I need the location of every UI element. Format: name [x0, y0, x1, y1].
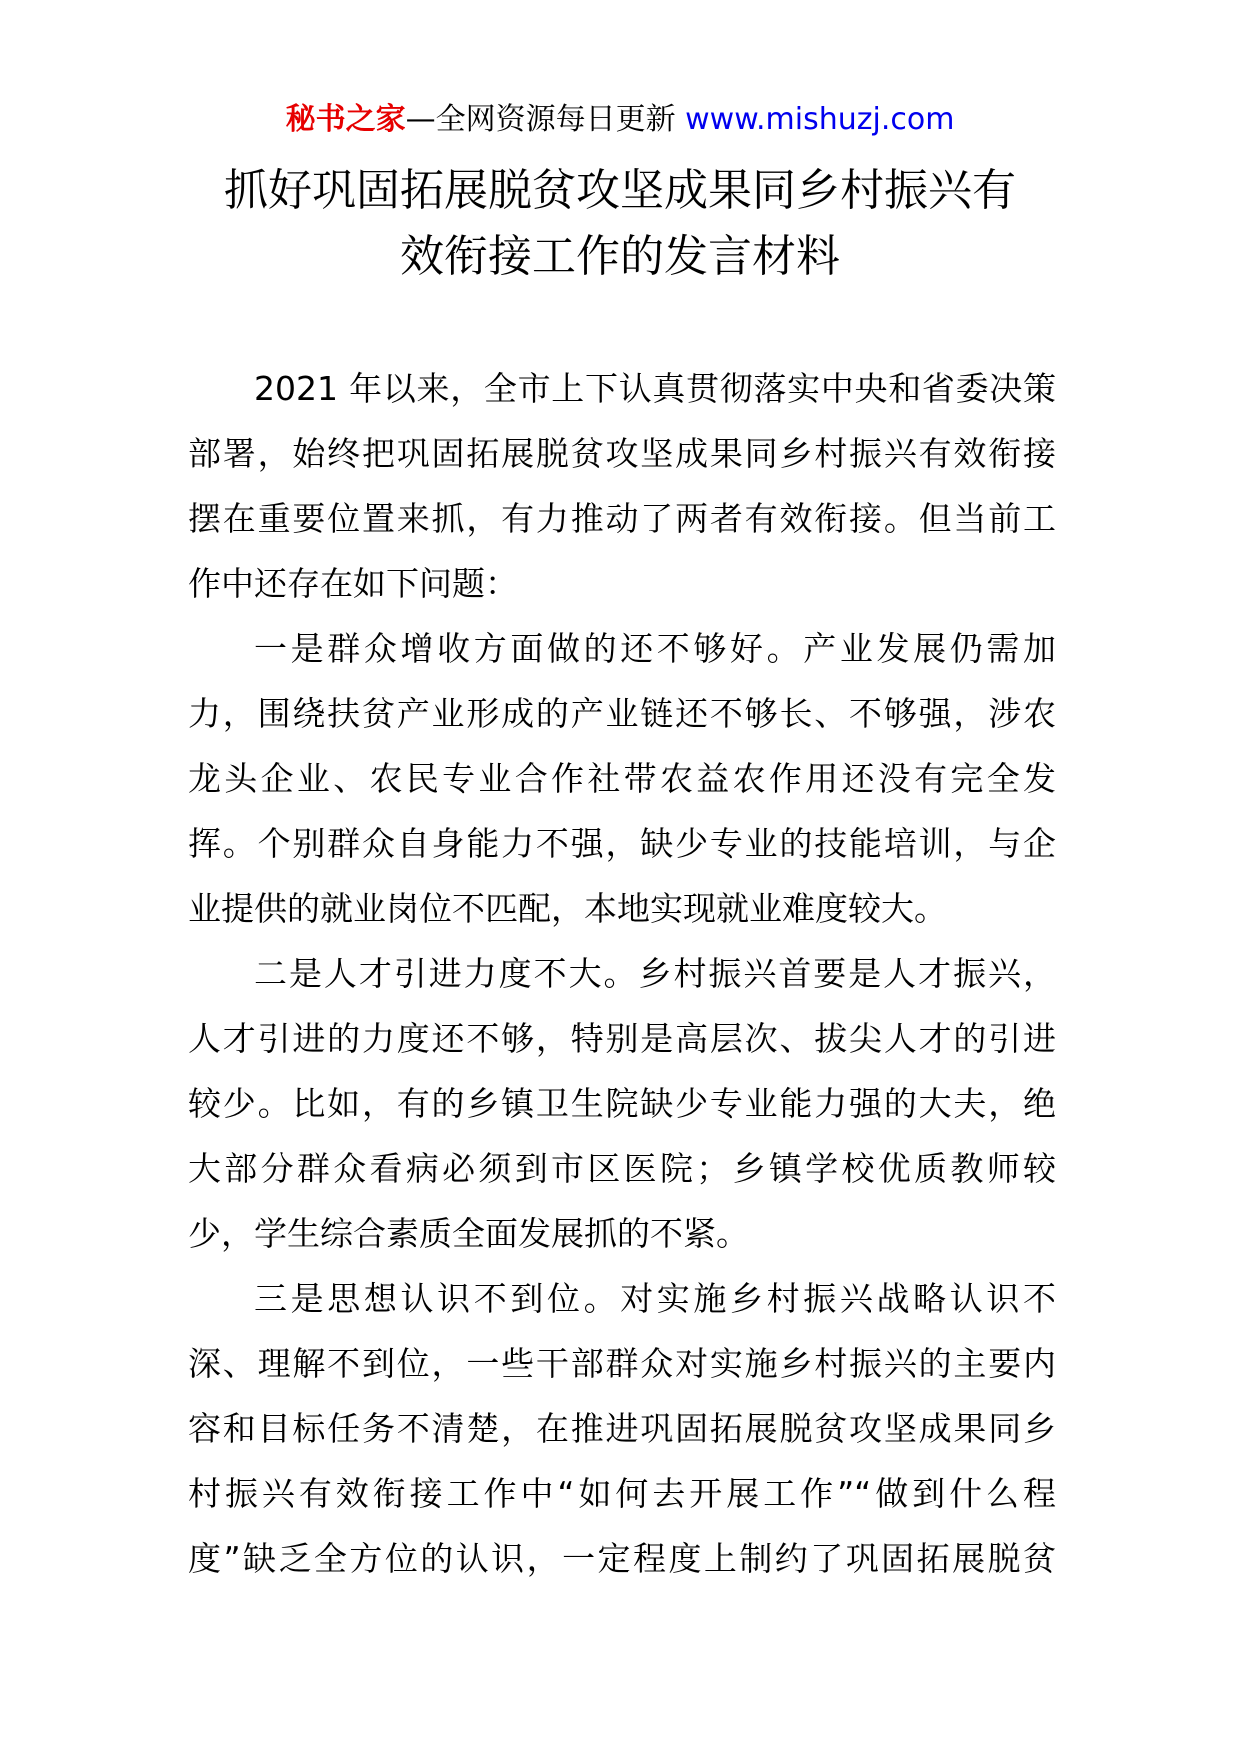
- body-line: 一是群众增收方面做的还不够好。产业发展仍需加: [254, 629, 1056, 668]
- body-line: 业提供的就业岗位不匹配，本地实现就业难度较大。: [188, 889, 947, 928]
- site-url-link[interactable]: www.mishuzj.com: [685, 102, 955, 137]
- body-line: 村振兴有效衔接工作中“如何去开展工作”“做到什么程: [188, 1474, 1056, 1513]
- title-line: 抓好巩固拓展脱贫攻坚成果同乡村振兴有: [224, 165, 1016, 216]
- body-line: 力，围绕扶贫产业形成的产业链还不够长、不够强，涉农: [188, 694, 1056, 733]
- body-line: 挥。个别群众自身能力不强，缺少专业的技能培训，与企: [188, 824, 1056, 863]
- body-line: 2021 年以来，全市上下认真贯彻落实中央和省委决策: [254, 369, 1056, 408]
- brand-name: 秘书之家: [285, 102, 406, 137]
- body-line: 度”缺乏全方位的认识，一定程度上制约了巩固拓展脱贫: [188, 1539, 1056, 1578]
- body-line: 较少。比如，有的乡镇卫生院缺少专业能力强的大夫，绝: [188, 1084, 1056, 1123]
- body-line: 摆在重要位置来抓，有力推动了两者有效衔接。但当前工: [188, 499, 1056, 538]
- body-line: 三是思想认识不到位。对实施乡村振兴战略认识不: [254, 1279, 1056, 1318]
- body-line: 作中还存在如下问题：: [188, 564, 518, 603]
- site-header: [0, 100, 1240, 140]
- document-title: [180, 158, 1060, 290]
- body-line: 部署，始终把巩固拓展脱贫攻坚成果同乡村振兴有效衔接: [188, 434, 1056, 473]
- body-line: 二是人才引进力度不大。乡村振兴首要是人才振兴，: [254, 954, 1056, 993]
- body-line: 深、理解不到位，一些干部群众对实施乡村振兴的主要内: [188, 1344, 1056, 1383]
- title-line: 效衔接工作的发言材料: [400, 231, 840, 282]
- body-line: 容和目标任务不清楚，在推进巩固拓展脱贫攻坚成果同乡: [188, 1409, 1056, 1448]
- body-line: 龙头企业、农民专业合作社带农益农作用还没有完全发: [188, 759, 1056, 798]
- document-body: [188, 356, 1056, 1591]
- body-line: 人才引进的力度还不够，特别是高层次、拔尖人才的引进: [188, 1019, 1056, 1058]
- body-line: 少，学生综合素质全面发展抓的不紧。: [188, 1214, 749, 1253]
- header-tagline: —全网资源每日更新: [405, 102, 676, 137]
- body-line: 大部分群众看病必须到市区医院；乡镇学校优质教师较: [188, 1149, 1056, 1188]
